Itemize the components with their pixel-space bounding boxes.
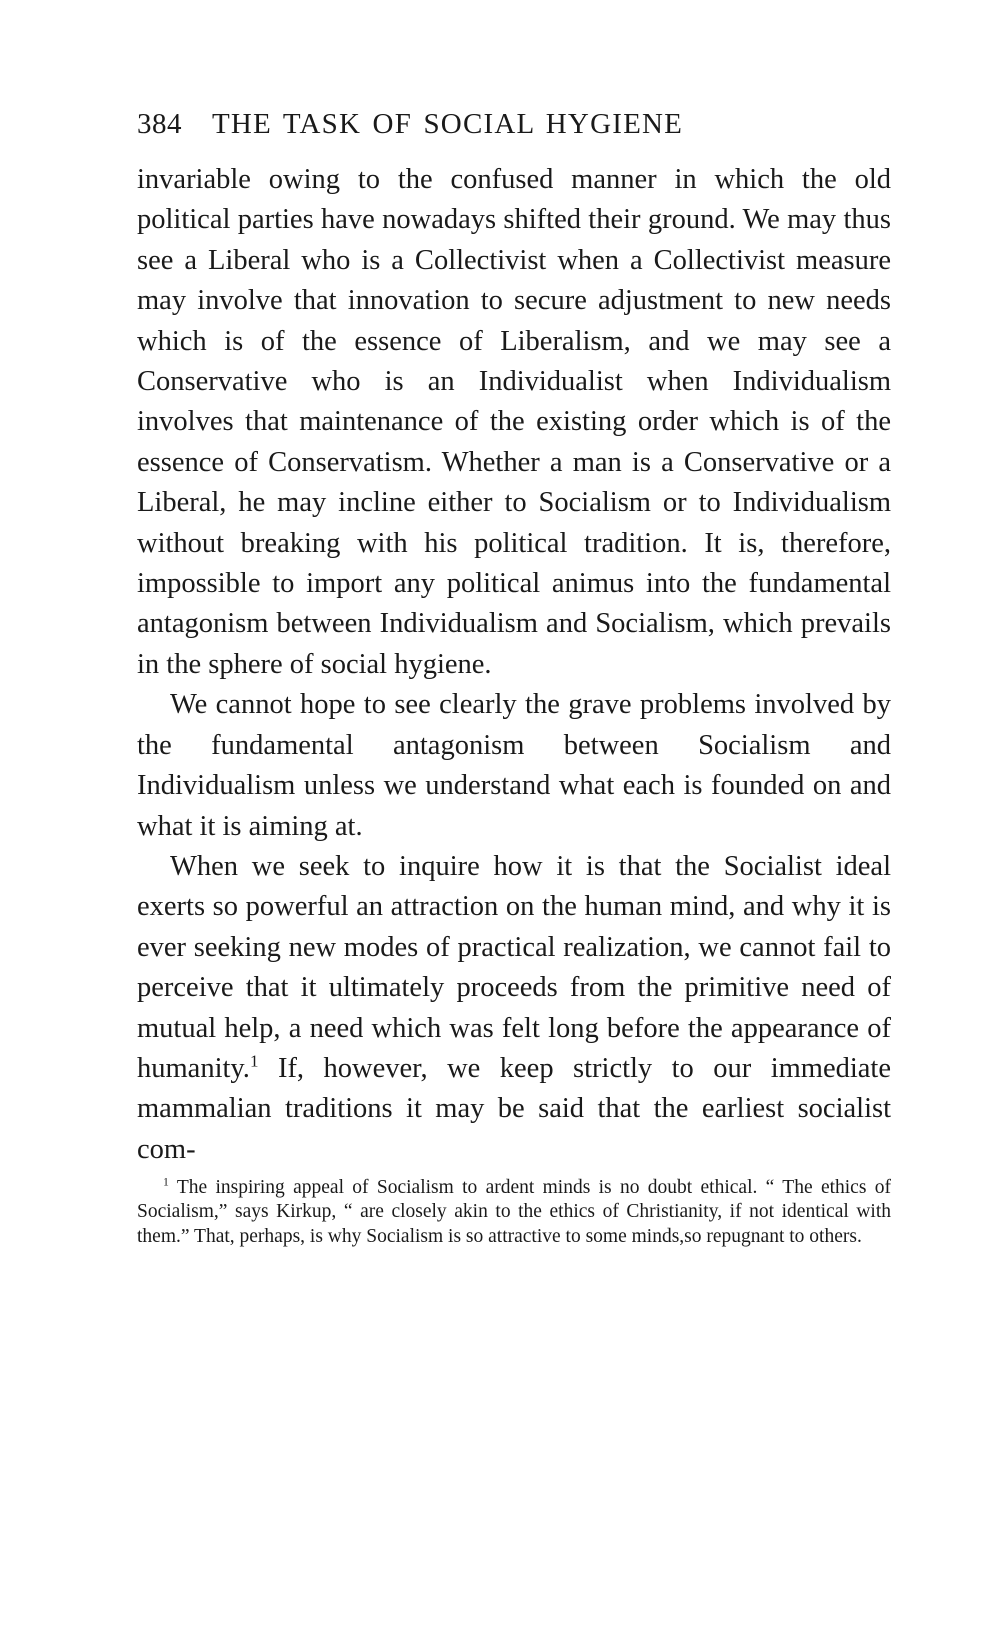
running-title: THE TASK OF SOCIAL HYGIENE: [212, 108, 684, 140]
footnote: [137, 1176, 891, 1249]
body-text: [137, 160, 891, 1170]
paragraph-text: When we seek to inquire how it is that the Socialist ideal exerts so powerful an attraction on the human mind, and why it is ever seeking new modes of practical realization, we cannot fail to perceive that it ultimately proceeds from the primitive need of mutual help, a need which was felt long before the appearance of humanity.: [137, 850, 891, 1084]
book-page: [137, 108, 891, 1249]
footnote-marker: 1: [163, 1175, 169, 1189]
paragraph-continuation: If, however, we keep strictly to our immediate mammalian traditions it may be said that the earliest socialist com-: [137, 1052, 891, 1165]
paragraph: [137, 847, 891, 1170]
paragraph: We cannot hope to see clearly the grave problems involved by the fundamental antagonism between Socialism and Individualism unless we understand what each is founded on and what it is aiming at.: [137, 689, 891, 842]
footnote-reference: 1: [249, 1051, 259, 1071]
paragraph-continued: invariable owing to the confused manner in which the old political parties have nowadays shifted their ground. We may thus see a Liberal who is a Collectivist when a Collectivist measure may involve that innovation to secure adjustment to new needs which is of the essence of Liberalism, and we may see a Conservative who is an Individualist when Individualism involves that maintenance of the existing order which is of the essence of Conservatism. Whether a man is a Conservative or a Liberal, he may incline either to Socialism or to Individualism without breaking with his political tradition. It is, therefore, impossible to import any political animus into the fundamental antagonism between Individualism and Socialism, which prevails in the sphere of social hygiene.: [137, 164, 891, 680]
page-number: 384: [137, 108, 182, 140]
running-head: [137, 108, 891, 148]
footnote-text: The inspiring appeal of Socialism to ardent minds is no doubt ethical. “ The ethics of Socialism,” says Kirkup, “ are closely akin to the ethics of Christianity, if not identical with them.” That, perhaps, is why Socialism is so attractive to some minds,so repugnant to others.: [137, 1177, 891, 1247]
